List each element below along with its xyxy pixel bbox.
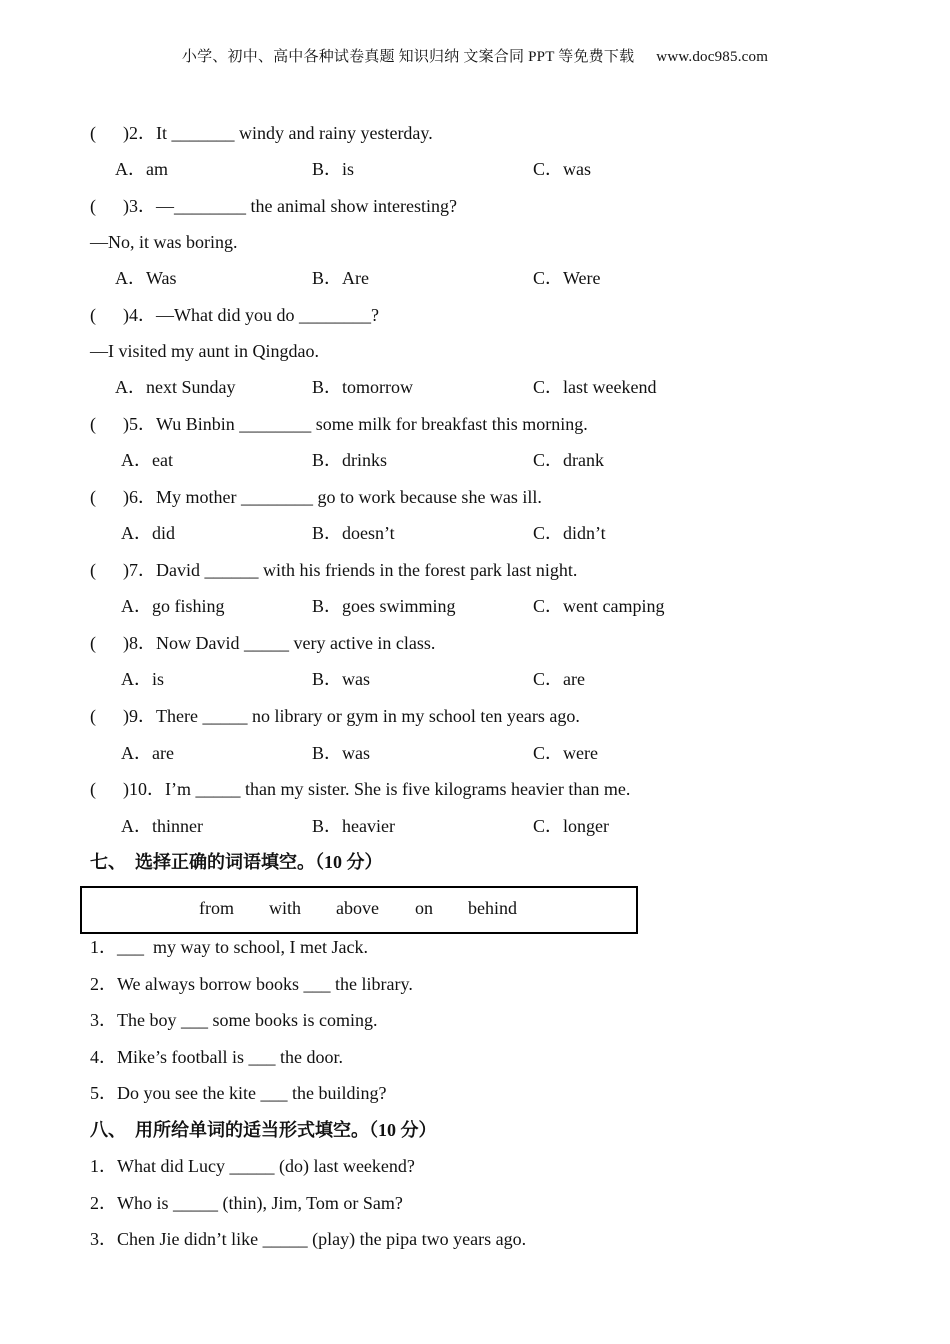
section-7-item-3: 3．The boy ___ some books is coming. (90, 1010, 378, 1030)
question-2-option-b: B．is (312, 159, 355, 179)
question-4-option-a: A．next Sunday (115, 377, 236, 397)
question-8-option-a: A．is (121, 669, 165, 689)
question-10-option-a: A．thinner (121, 816, 203, 836)
question-6-stem: ( )6．My mother ________ go to work because she was ill. (90, 487, 542, 507)
word-bank-item: behind (468, 898, 517, 918)
question-3-option-a: A．Was (115, 268, 177, 288)
question-6-option-b: B．doesn’t (312, 523, 395, 543)
question-9-option-c: C．were (533, 743, 598, 763)
question-3-stem: ( )3．—________ the animal show interesting? (90, 196, 457, 216)
question-2-option-c: C．was (533, 159, 591, 179)
question-4-option-c: C．last weekend (533, 377, 657, 397)
question-3-reply: —No, it was boring. (90, 232, 238, 252)
question-9-option-a: A．are (121, 743, 174, 763)
question-9-stem: ( )9．There _____ no library or gym in my school ten years ago. (90, 706, 580, 726)
question-7-option-a: A．go fishing (121, 596, 225, 616)
page-header (0, 45, 950, 66)
question-9-option-b: B．was (312, 743, 370, 763)
question-8-option-c: C．are (533, 669, 585, 689)
section-7-item-1: 1．___ my way to school, I met Jack. (90, 937, 368, 957)
word-bank-item: from (199, 898, 234, 918)
question-8-option-b: B．was (312, 669, 370, 689)
question-7-option-b: B．goes swimming (312, 596, 456, 616)
question-2-stem: ( )2．It _______ windy and rainy yesterday. (90, 123, 433, 143)
section-8-item-3: 3．Chen Jie didn’t like _____ (play) the pipa two years ago. (90, 1229, 527, 1249)
word-bank-item: above (336, 898, 379, 918)
question-10-option-b: B．heavier (312, 816, 395, 836)
question-4-option-b: B．tomorrow (312, 377, 413, 397)
question-10-option-c: C．longer (533, 816, 609, 836)
section-8-title: 八、 用所给单词的适当形式填空。（10 分） (90, 1120, 437, 1140)
section-8-item-2: 2．Who is _____ (thin), Jim, Tom or Sam? (90, 1193, 403, 1213)
header-text: 小学、初中、高中各种试卷真题 知识归纳 文案合同 PPT 等免费下载 (181, 49, 635, 65)
section-7-item-2: 2．We always borrow books ___ the library. (90, 974, 413, 994)
section-7-item-5: 5．Do you see the kite ___ the building? (90, 1083, 387, 1103)
question-6-option-c: C．didn’t (533, 523, 606, 543)
section-7-title: 七、 选择正确的词语填空。（10 分） (90, 852, 383, 872)
question-5-option-c: C．drank (533, 450, 604, 470)
question-7-option-c: C．went camping (533, 596, 665, 616)
word-bank-box (80, 886, 638, 934)
question-10-stem: ( )10．I’m _____ than my sister. She is five kilograms heavier than me. (90, 779, 631, 799)
section-7-item-4: 4．Mike’s football is ___ the door. (90, 1047, 343, 1067)
word-bank-item: on (415, 898, 433, 918)
question-3-option-b: B．Are (312, 268, 369, 288)
question-8-stem: ( )8．Now David _____ very active in class. (90, 633, 436, 653)
question-5-stem: ( )5．Wu Binbin ________ some milk for breakfast this morning. (90, 414, 588, 434)
question-3-option-c: C．Were (533, 268, 601, 288)
question-5-option-b: B．drinks (312, 450, 388, 470)
header-url: www.doc985.com (656, 49, 769, 65)
question-4-reply: —I visited my aunt in Qingdao. (90, 341, 319, 361)
question-2-option-a: A．am (115, 159, 168, 179)
section-8-item-1: 1．What did Lucy _____ (do) last weekend? (90, 1156, 415, 1176)
question-4-stem: ( )4．—What did you do ________? (90, 305, 379, 325)
question-6-option-a: A．did (121, 523, 175, 543)
question-7-stem: ( )7．David ______ with his friends in the forest park last night. (90, 560, 578, 580)
word-bank-item: with (269, 898, 302, 918)
question-5-option-a: A．eat (121, 450, 173, 470)
